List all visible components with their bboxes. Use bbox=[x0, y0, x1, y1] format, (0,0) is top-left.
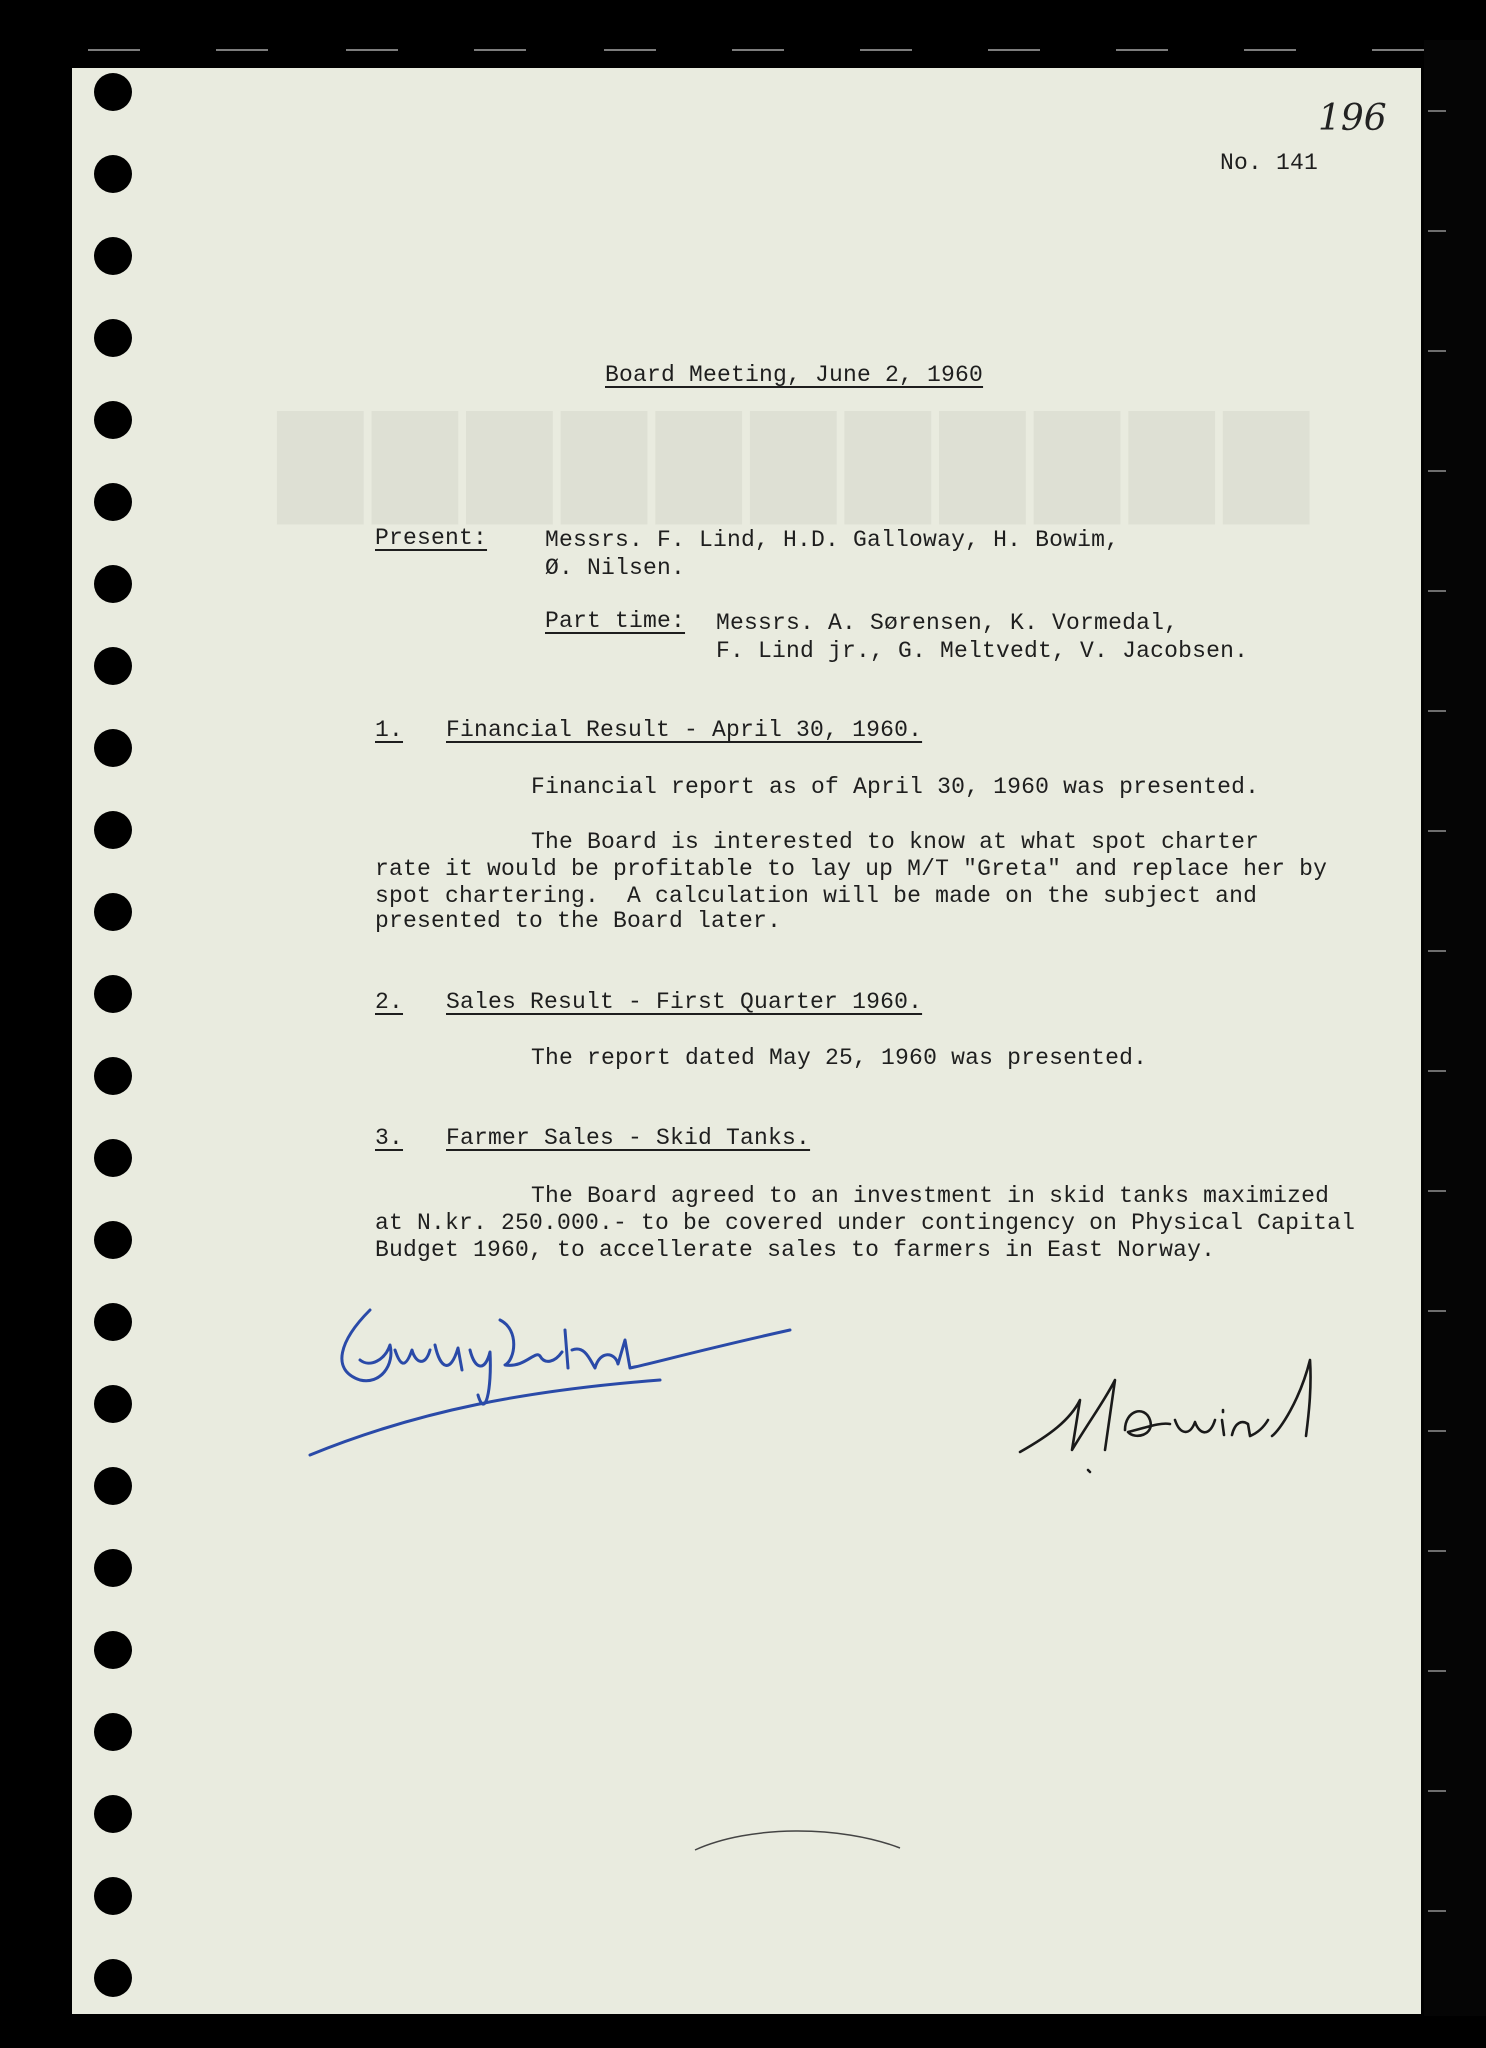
present-line: Messrs. F. Lind, H.D. Galloway, H. Bowim, bbox=[545, 527, 1120, 553]
binder-hole bbox=[94, 1877, 132, 1915]
page-title: Board Meeting, June 2, 1960 bbox=[605, 362, 984, 388]
binder-hole bbox=[94, 893, 132, 931]
present-label: Present: bbox=[375, 525, 488, 551]
paragraph-line: The report dated May 25, 1960 was presented. bbox=[531, 1045, 1148, 1071]
binder-hole bbox=[94, 73, 132, 111]
binder-hole bbox=[94, 1795, 132, 1833]
binder-hole bbox=[94, 1385, 132, 1423]
binder-hole bbox=[94, 319, 132, 357]
binder-hole bbox=[94, 1467, 132, 1505]
binder-hole bbox=[94, 729, 132, 767]
binder-hole bbox=[94, 1303, 132, 1341]
section-number: 2. bbox=[375, 989, 404, 1015]
binder-hole bbox=[94, 811, 132, 849]
binder-hole bbox=[94, 565, 132, 603]
binder-hole bbox=[94, 1139, 132, 1177]
section-number: 3. bbox=[375, 1125, 404, 1151]
pen-mark bbox=[690, 1820, 910, 1860]
signature-right bbox=[1010, 1340, 1350, 1480]
binder-hole bbox=[94, 1713, 132, 1751]
part-time-line: Messrs. A. Sørensen, K. Vormedal, bbox=[716, 610, 1179, 636]
paragraph-line: Budget 1960, to accellerate sales to farmers in East Norway. bbox=[375, 1237, 1216, 1263]
paragraph-line: Financial report as of April 30, 1960 was presented. bbox=[531, 774, 1260, 800]
page-right-edge bbox=[1424, 40, 1486, 2016]
signature-left bbox=[300, 1290, 800, 1470]
binder-hole bbox=[94, 155, 132, 193]
handwritten-page-number: 196 bbox=[1318, 98, 1387, 139]
document-number: No. 141 bbox=[1220, 150, 1319, 176]
paragraph-line: The Board agreed to an investment in skid tanks maximized bbox=[531, 1183, 1330, 1209]
binder-hole bbox=[94, 647, 132, 685]
section-heading: Farmer Sales - Skid Tanks. bbox=[446, 1125, 811, 1151]
section-number: 1. bbox=[375, 717, 404, 743]
paragraph-line: presented to the Board later. bbox=[375, 908, 782, 934]
binder-hole bbox=[94, 975, 132, 1013]
document-page bbox=[72, 68, 1421, 2014]
bleed-through-watermark: ▇▇▇▇▇▇▇▇▇▇▇ bbox=[268, 395, 1309, 523]
binder-hole bbox=[94, 483, 132, 521]
binder-hole bbox=[94, 1221, 132, 1259]
paragraph-line: The Board is interested to know at what spot charter bbox=[531, 829, 1260, 855]
binder-hole bbox=[94, 1959, 132, 1997]
section-heading: Sales Result - First Quarter 1960. bbox=[446, 989, 923, 1015]
binder-hole bbox=[94, 1631, 132, 1669]
paragraph-line: rate it would be profitable to lay up M/T "Greta" and replace her by bbox=[375, 856, 1328, 882]
section-heading: Financial Result - April 30, 1960. bbox=[446, 717, 923, 743]
paragraph-line: at N.kr. 250.000.- to be covered under contingency on Physical Capital bbox=[375, 1210, 1356, 1236]
binder-hole bbox=[94, 1057, 132, 1095]
paragraph-line: spot chartering. A calculation will be made on the subject and bbox=[375, 883, 1258, 909]
binder-hole bbox=[94, 1549, 132, 1587]
top-edge-marks bbox=[0, 44, 1486, 56]
present-line: Ø. Nilsen. bbox=[545, 555, 686, 581]
part-time-line: F. Lind jr., G. Meltvedt, V. Jacobsen. bbox=[716, 638, 1249, 664]
binder-hole bbox=[94, 237, 132, 275]
part-time-label: Part time: bbox=[545, 608, 686, 634]
binder-hole bbox=[94, 401, 132, 439]
